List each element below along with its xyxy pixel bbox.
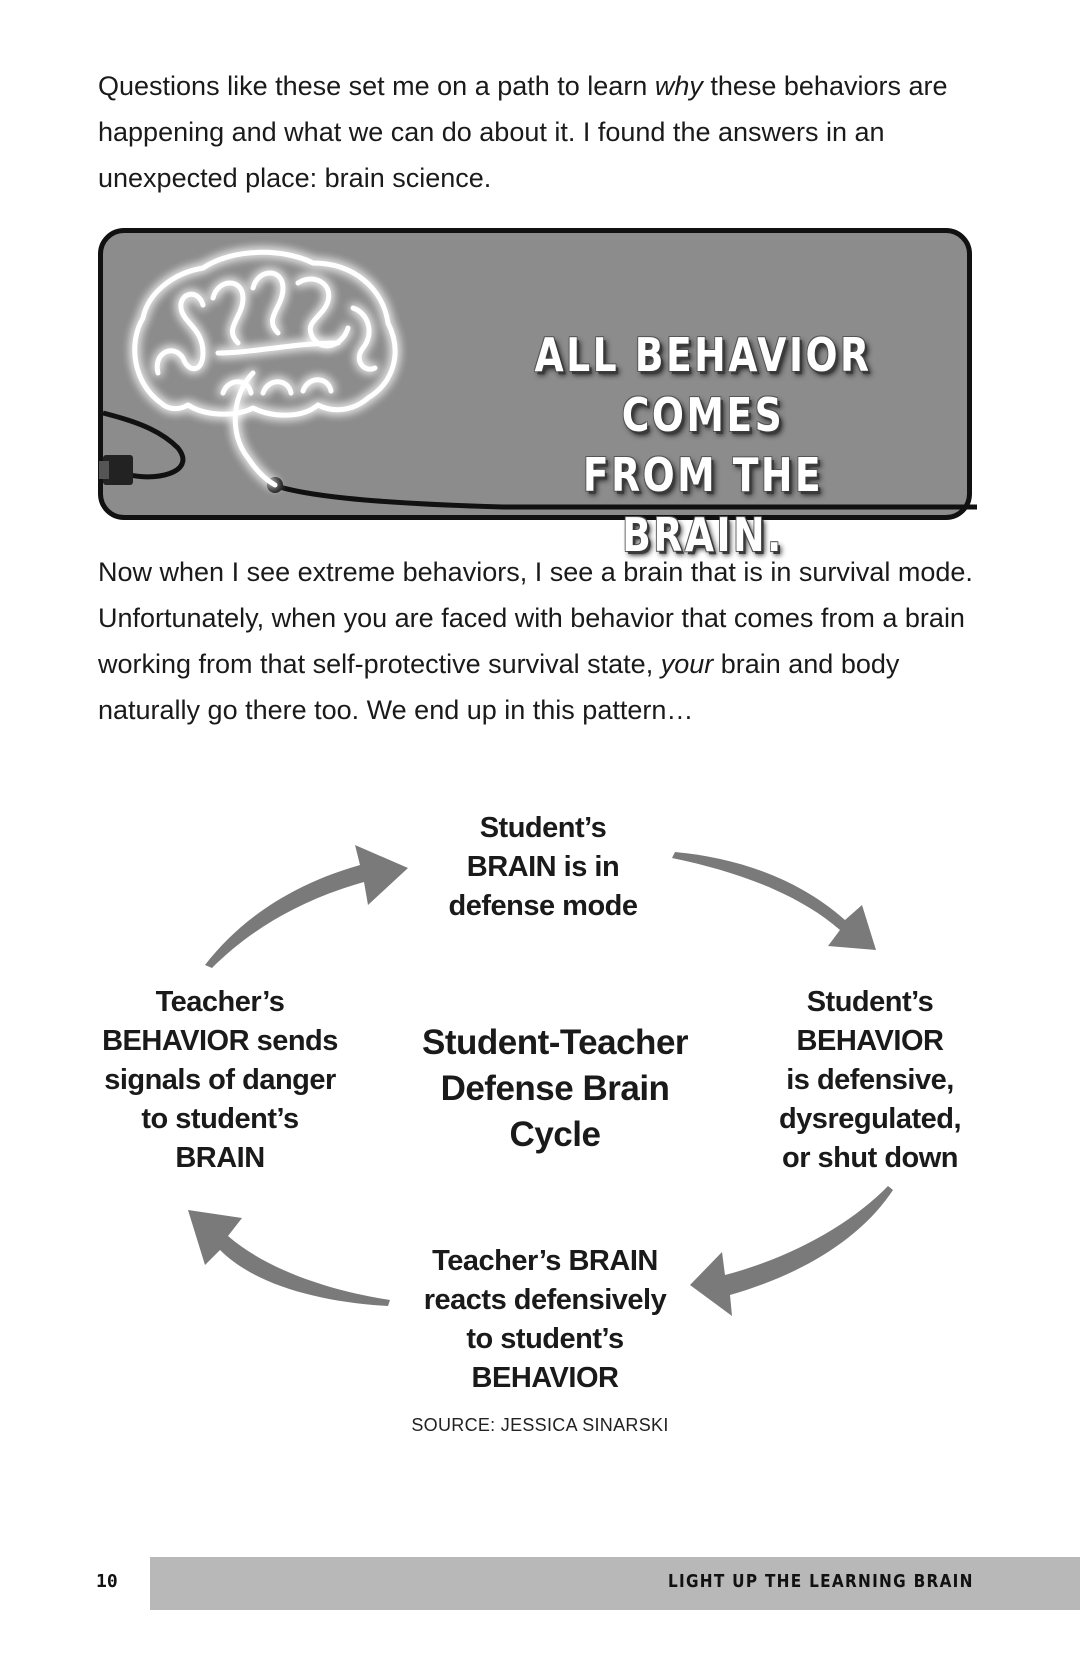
running-footer-title: LIGHT UP THE LEARNING BRAIN — [668, 1571, 974, 1592]
cycle-node-student-brain: Student’s BRAIN is in defense mode — [448, 812, 638, 922]
banner-headline: ALL BEHAVIOR COMES FROM THE BRAIN. — [534, 328, 872, 562]
arrow-right-to-bottom — [690, 1186, 893, 1316]
pattern-paragraph: Now when I see extreme behaviors, I see a brain that is in survival mode. Unfortunately, when you are faced with behavior that comes from a brain working from that self-protective survival state, your brain and body naturally go there too. We end up in this pattern… — [98, 557, 973, 725]
cycle-node-teacher-behavior: Teacher’s BEHAVIOR sends signals of danger to student’s BRAIN — [102, 986, 338, 1174]
cycle-node-student-behavior: Student’s BEHAVIOR is defensive, dysregulated, or shut down — [778, 986, 962, 1174]
arrow-bottom-to-left — [188, 1210, 390, 1306]
cycle-title: Student-Teacher Defense Brain Cycle — [421, 1023, 689, 1154]
cycle-node-teacher-brain: Teacher’s BRAIN reacts defensively to student’s BEHAVIOR — [423, 1245, 667, 1394]
page-number: 10 — [96, 1571, 118, 1592]
arrow-left-to-top — [205, 845, 408, 968]
arrow-top-to-right — [672, 852, 876, 950]
source-credit: SOURCE: JESSICA SINARSKI — [411, 1415, 669, 1435]
intro-paragraph: Questions like these set me on a path to learn why these behaviors are happening and what we can do about it. I found the answers in an unexpected place: brain science. — [98, 71, 948, 193]
